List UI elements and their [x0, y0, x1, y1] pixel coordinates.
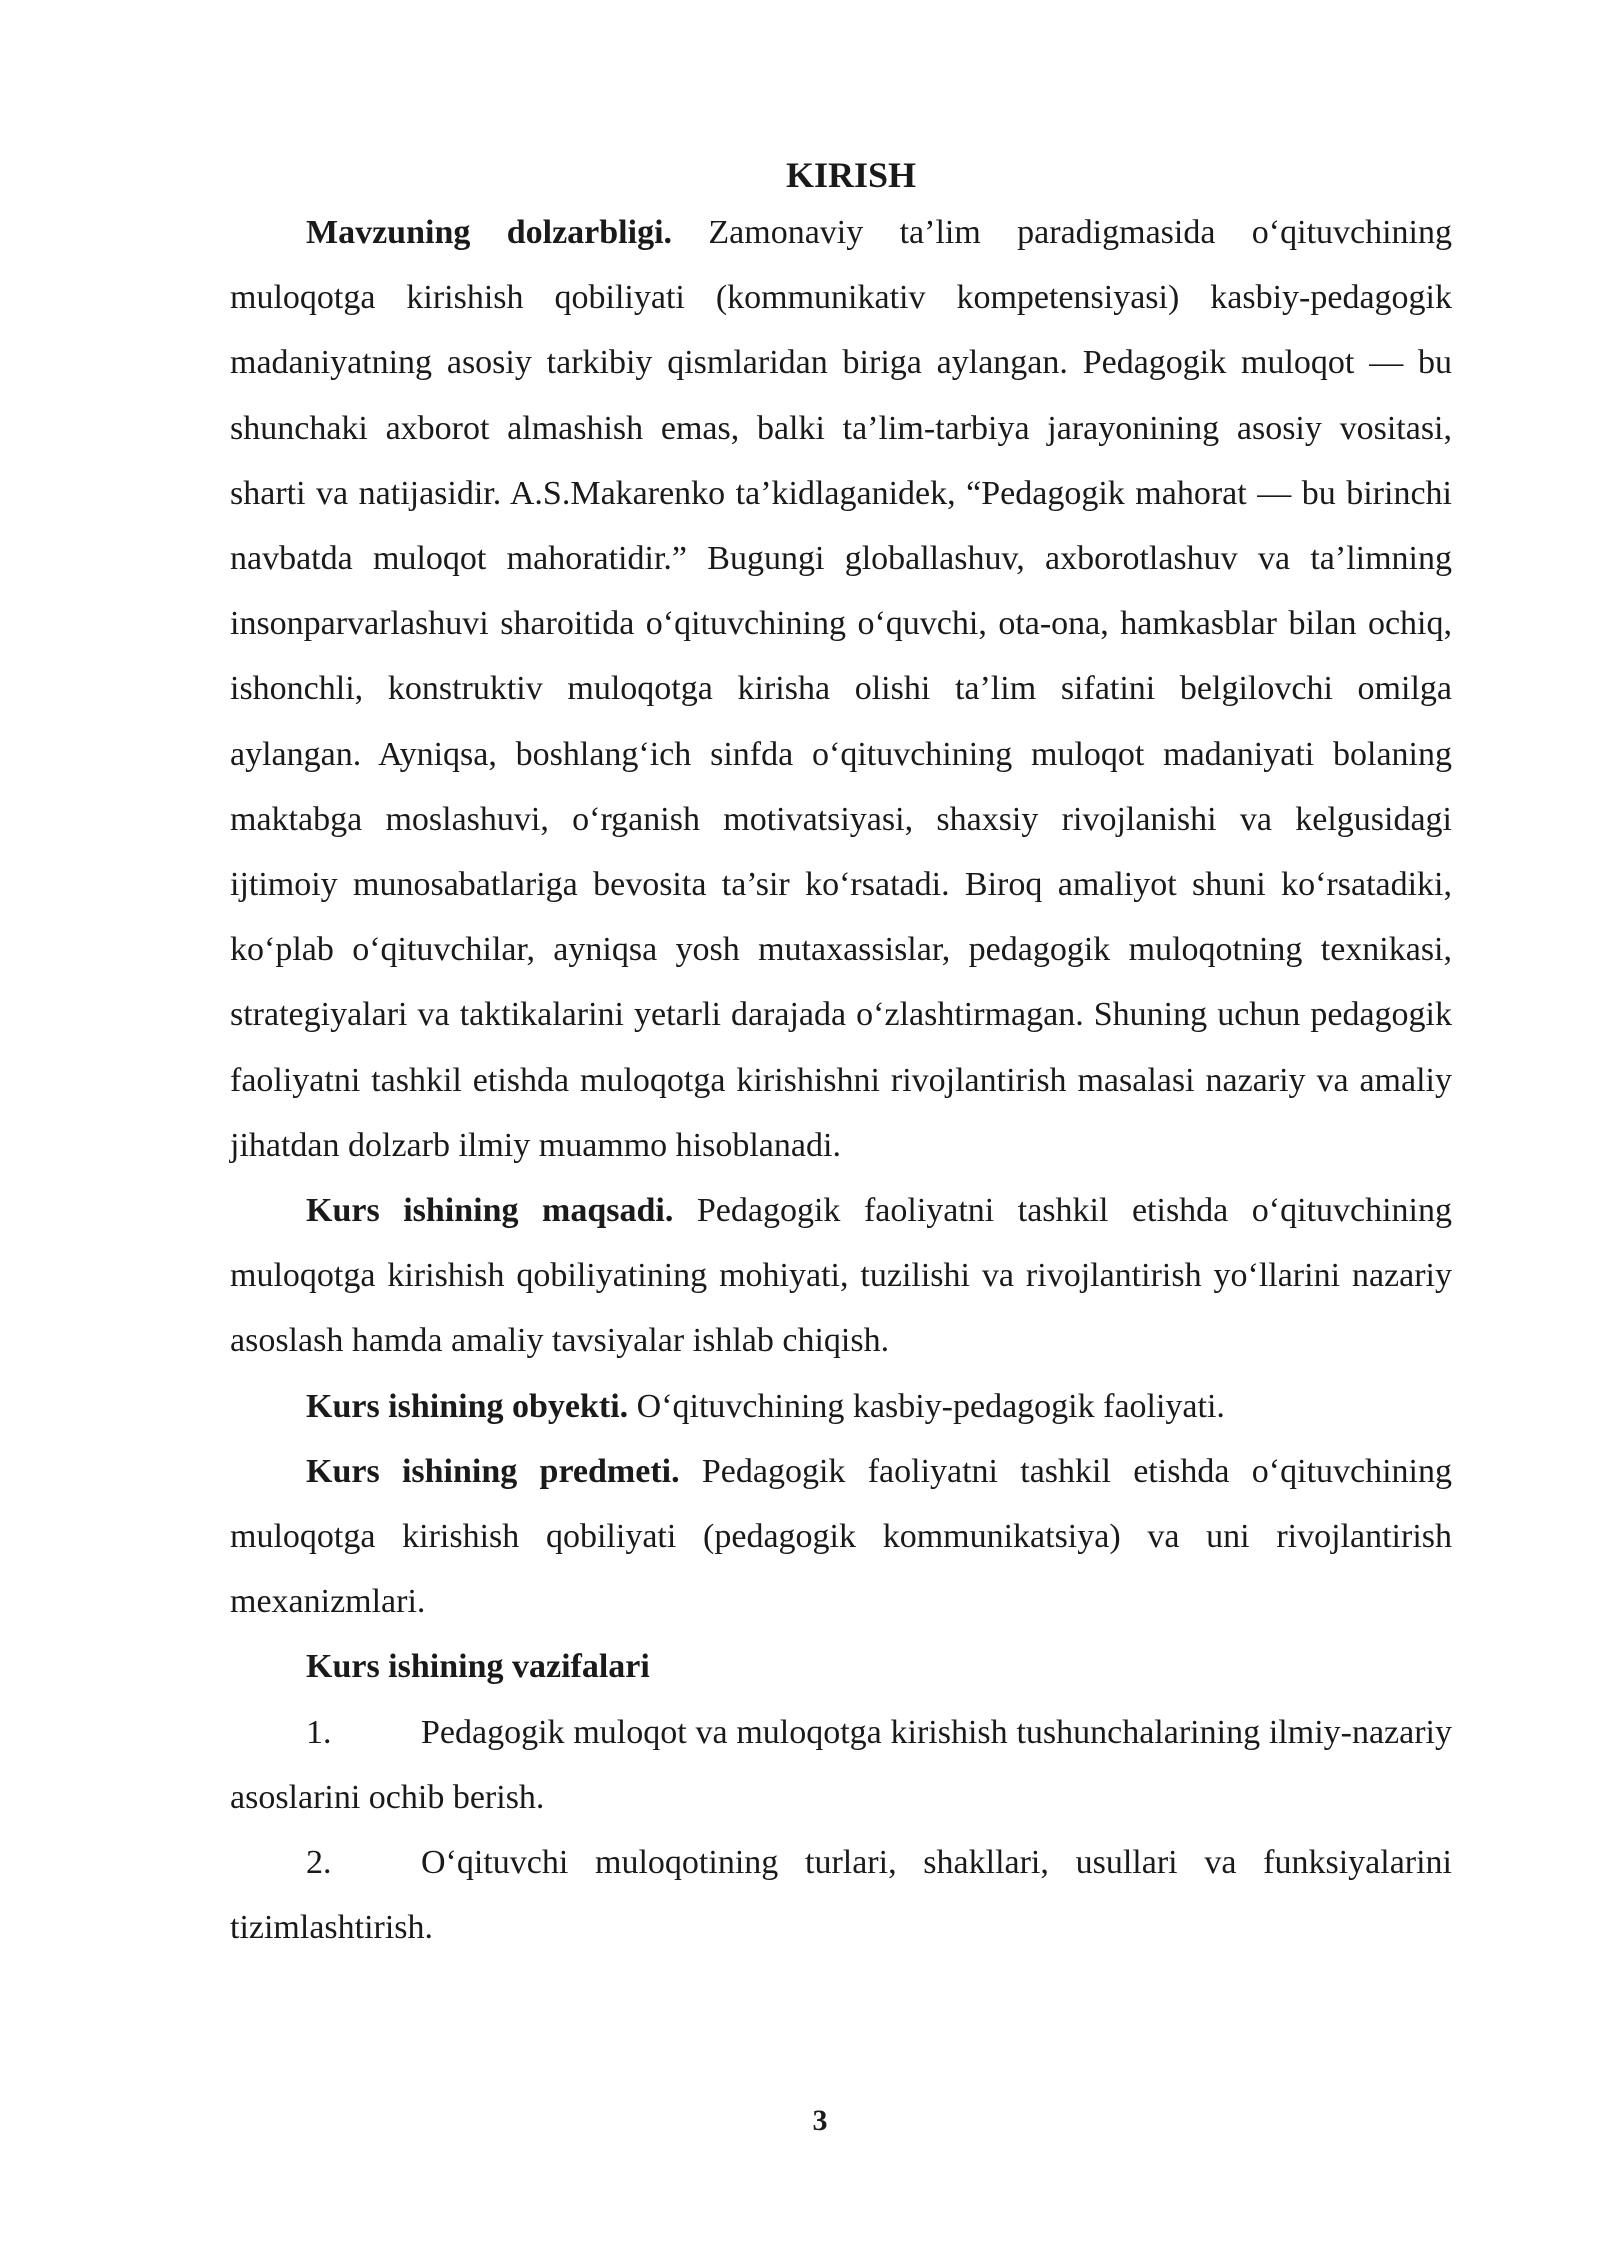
task-number: 1. — [306, 1713, 332, 1751]
relevance-text: Zamonaviy ta’lim paradigmasida o‘qituvchining muloqotga kirishish qobiliyati (kommunikativ kompetensiyasi) kasbiy-pedagogik madaniyatning asosiy tarkibiy qismlaridan biriga aylangan. Pedagogik muloqot — bu shunchaki axborot almashish emas, balki ta’lim-tarbiya jarayonining asosiy vositasi, sharti va natijasidir. A.S.Makarenko ta’kidlaganidek, “Pedagogik mahorat — bu birinchi navbatda muloqot mahoratidir.” Bugungi globallashuv, axborotlashuv va ta’limning insonparvarlashuvi sharoitida o‘qituvchining o‘quvchi, ota-ona, hamkasblar bilan ochiq, ishonchli, konstruktiv muloqotga kirisha olishi ta’lim sifatini belgilovchi omilga aylangan. Ayniqsa, boshlang‘ich sinfda o‘qituvchining muloqot madaniyati bolaning maktabga moslashuvi, o‘rganish motivatsiyasi, shaxsiy rivojlanishi va kelgusidagi ijtimoiy munosabatlariga bevosita ta’sir ko‘rsatadi. Biroq amaliyot shuni ko‘rsatadiki, ko‘plab o‘qituvchilar, ayniqsa yosh mutaxassislar, pedagogik muloqotning texnikasi, strategiyalari va taktikalarini yetarli darajada o‘zlashtirmagan. Shuning uchun pedagogik faoliyatni tashkil etishda muloqotga kirishishni rivojlantirish masalasi nazariy va amaliy jihatdan dolzarb ilmiy muammo hisoblanadi. — [230, 214, 1452, 1164]
subject-text: Pedagogik faoliyatni tashkil etishda o‘qituvchining muloqotga kirishish qobiliyati (pedagogik kommunikatsiya) va uni rivojlantirish mexanizmlari. — [230, 1452, 1452, 1621]
task-text: O‘qituvchi muloqotining turlari, shakllari, usullari va funksiyalarini tizimlashtirish. — [230, 1844, 1452, 1947]
tasks-heading-paragraph — [230, 1634, 1452, 1699]
document-page — [230, 150, 1452, 1960]
subject-paragraph — [230, 1439, 1452, 1635]
subject-heading: Kurs ishining predmeti. — [306, 1452, 680, 1490]
object-text: O‘qituvchining kasbiy-pedagogik faoliyati. — [628, 1387, 1225, 1425]
goal-heading: Kurs ishining maqsadi. — [306, 1192, 674, 1230]
task-item-1 — [230, 1700, 1452, 1830]
relevance-heading: Mavzuning dolzarbligi. — [306, 214, 673, 251]
goal-paragraph — [230, 1178, 1452, 1374]
relevance-paragraph — [230, 200, 1452, 1178]
object-paragraph — [230, 1374, 1452, 1439]
goal-text: Pedagogik faoliyatni tashkil etishda o‘qituvchining muloqotga kirishish qobiliyatining mohiyati, tuzilishi va rivojlantirish yo‘llarini nazariy asoslash hamda amaliy tavsiyalar ishlab chiqish. — [230, 1192, 1452, 1360]
task-number: 2. — [306, 1844, 332, 1882]
tasks-heading: Kurs ishining vazifalari — [306, 1648, 650, 1686]
page-number: 3 — [812, 2104, 828, 2137]
page-title: KIRISH — [785, 155, 917, 195]
task-text: Pedagogik muloqot va muloqotga kirishish tushunchalarining ilmiy-nazariy asoslarini ochib berish. — [230, 1713, 1452, 1816]
task-item-2 — [230, 1830, 1452, 1960]
object-heading: Kurs ishining obyekti. — [306, 1387, 629, 1425]
